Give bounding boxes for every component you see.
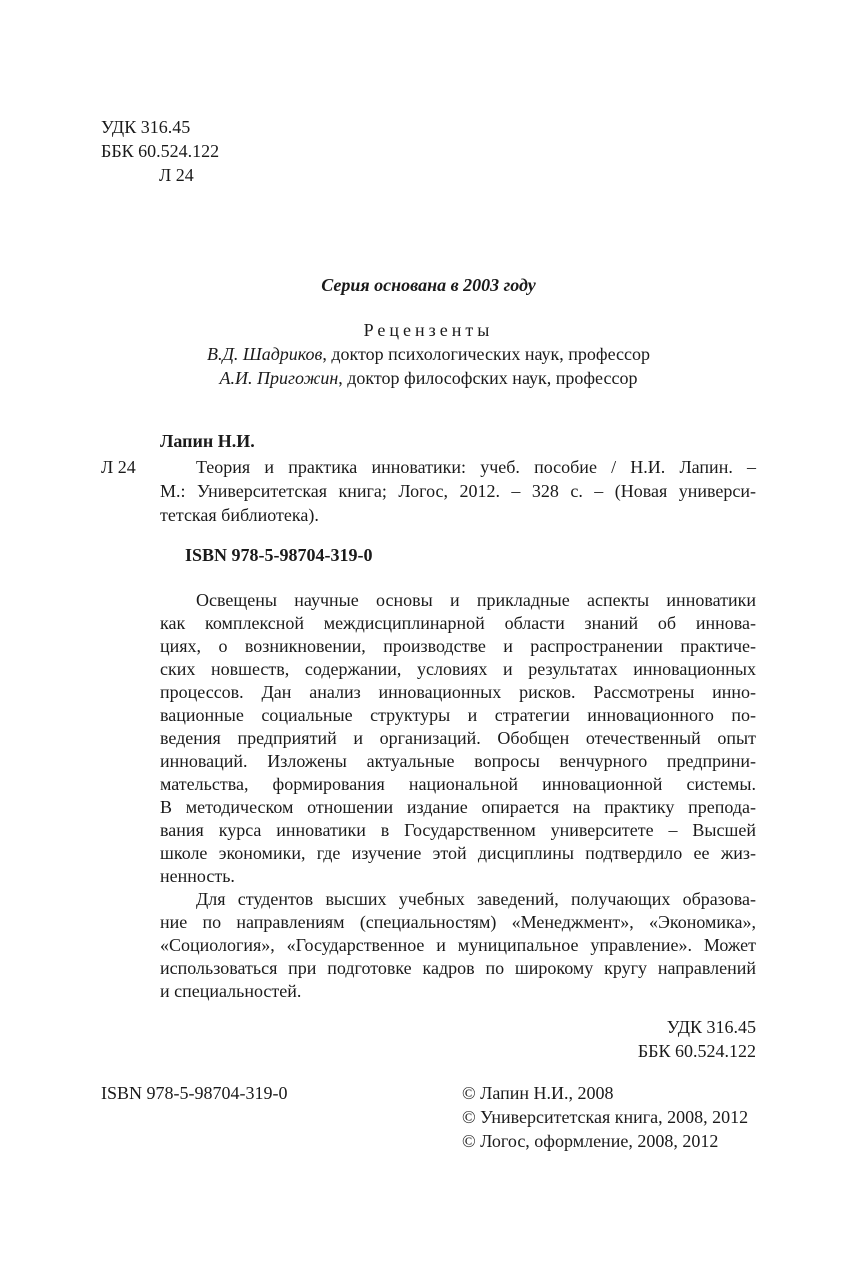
abstract-line: циях, о возникновении, производстве и распространении практиче- — [160, 636, 756, 656]
bibliographic-line: тетская библиотека). — [160, 505, 319, 525]
reviewer-name: В.Д. Шадриков — [206, 344, 323, 364]
reviewers-block — [0, 319, 857, 391]
isbn-main: ISBN 978-5-98704-319-0 — [185, 545, 373, 565]
classification-codes-bottom — [556, 1016, 756, 1064]
reviewer-line — [0, 367, 857, 391]
author-name: Лапин Н.И. — [160, 431, 255, 451]
abstract-line: «Социология», «Государственное и муниципальное управление». Может — [160, 935, 756, 955]
reviewer-description: , доктор психологических наук, профессор — [322, 344, 651, 364]
abstract-line: ских новшеств, содержании, условиях и результатах инновационных — [160, 659, 756, 679]
bbk-code: ББК 60.524.122 — [101, 141, 220, 161]
reviewer-name: А.И. Пригожин — [219, 368, 339, 388]
series-note: Серия основана в 2003 году — [321, 275, 536, 295]
copyright-line: © Лапин Н.И., 2008 — [462, 1083, 614, 1103]
bibliographic-line: М.: Университетская книга; Логос, 2012. – 328 с. – (Новая универси- — [160, 481, 756, 501]
bibliographic-line: Теория и практика инноватики: учеб. пособие / Н.И. Лапин. – — [196, 457, 756, 477]
abstract-line: ненность. — [160, 866, 235, 886]
copyright-line: © Логос, оформление, 2008, 2012 — [462, 1131, 719, 1151]
reviewers-heading: Рецензенты — [363, 320, 494, 340]
abstract-line: мательства, формирования национальной инновационной системы. — [160, 774, 756, 794]
bbk-code: ББК 60.524.122 — [637, 1041, 756, 1061]
abstract-line: ние по направлениям (специальностям) «Менеджмент», «Экономика», — [160, 912, 756, 932]
classification-codes-top — [101, 116, 219, 188]
abstract-line: вационные социальные структуры и стратегии инновационного по- — [160, 705, 756, 725]
author-mark: Л 24 — [101, 457, 136, 477]
abstract-line: Для студентов высших учебных заведений, получающих образова- — [196, 889, 756, 909]
bibliographic-description — [160, 456, 756, 528]
author-mark-code: Л 24 — [159, 165, 194, 185]
copyright-line: © Университетская книга, 2008, 2012 — [462, 1107, 749, 1127]
abstract-line: и специальностей. — [160, 981, 302, 1001]
udk-code: УДК 316.45 — [666, 1017, 756, 1037]
reviewer-description: , доктор философских наук, профессор — [338, 368, 638, 388]
abstract-line: как комплексной междисциплинарной области знаний об иннова- — [160, 613, 756, 633]
isbn-bottom: ISBN 978-5-98704-319-0 — [101, 1083, 288, 1103]
reviewer-line — [0, 343, 857, 367]
abstract-line: ведения предприятий и организаций. Обобщен отечественный опыт — [160, 728, 756, 748]
abstract-line: процессов. Дан анализ инновационных рисков. Рассмотрены инно- — [160, 682, 756, 702]
abstract-line: инноваций. Изложены актуальные вопросы венчурного предприни- — [160, 751, 756, 771]
copyright-block — [462, 1082, 748, 1154]
abstract-line: В методическом отношении издание опирается на практику препода- — [160, 797, 756, 817]
abstract — [160, 589, 756, 1003]
abstract-line: использоваться при подготовке кадров по широкому кругу направлений — [160, 958, 756, 978]
abstract-line: школе экономики, где изучение этой дисциплины подтвердило ее жиз- — [160, 843, 756, 863]
abstract-line: Освещены научные основы и прикладные аспекты инноватики — [196, 590, 756, 610]
udk-code: УДК 316.45 — [101, 117, 191, 137]
abstract-line: вания курса инноватики в Государственном университете – Высшей — [160, 820, 756, 840]
